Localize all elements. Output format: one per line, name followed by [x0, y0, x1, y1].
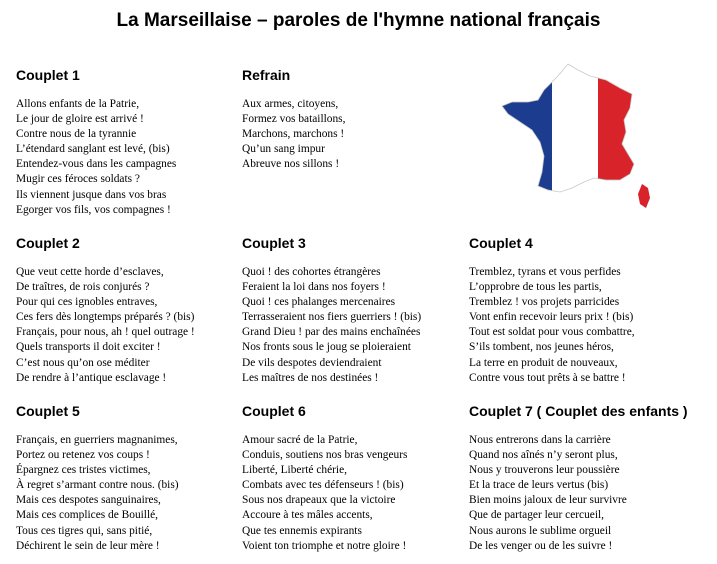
lyric-line: Mais ces complices de Bouillé, — [16, 509, 159, 522]
section-heading: Couplet 7 ( Couplet des enfants ) — [469, 403, 688, 419]
lyric-line: Et la trace de leurs vertus (bis) — [469, 479, 609, 492]
lyric-line: De vils despotes deviendraient — [242, 356, 382, 369]
france-map-tricolor-icon — [498, 62, 658, 212]
lyric-line: Le jour de gloire est arrivé ! — [16, 113, 144, 126]
lyric-line: Accoure à tes mâles accents, — [242, 509, 373, 522]
lyric-line: Contre nous de la tyrannie — [16, 128, 137, 141]
lyric-line: Bien moins jaloux de leur survivre — [469, 494, 627, 507]
lyric-line: De les venger ou de les suivre ! — [469, 539, 613, 552]
lyric-line: Formez vos bataillons, — [242, 113, 346, 126]
lyric-line: Quels transports il doit exciter ! — [16, 341, 161, 354]
lyric-line: L’étendard sanglant est levé, (bis) — [16, 143, 170, 156]
lyric-line: Épargnez ces tristes victimes, — [16, 464, 151, 477]
lyric-line: Nos fronts sous le joug se ploieraient — [242, 341, 411, 354]
lyric-line: Combats avec tes défenseurs ! (bis) — [242, 479, 404, 492]
section-heading: Couplet 3 — [242, 235, 306, 251]
lyric-line: Vont enfin recevoir leurs prix ! (bis) — [469, 311, 634, 324]
lyric-line: Nous entrerons dans la carrière — [469, 434, 611, 446]
section-couplet-2 — [16, 235, 195, 386]
lyric-line: De rendre à l’antique esclavage ! — [16, 371, 167, 384]
lyric-line: Pour qui ces ignobles entraves, — [16, 296, 158, 309]
section-couplet-7 — [469, 403, 688, 554]
lyric-line: Contre vous tout prêts à se battre ! — [469, 371, 626, 384]
lyric-line: Egorger vos fils, vos compagnes ! — [16, 203, 171, 216]
section-heading: Refrain — [242, 67, 291, 83]
lyric-line: Quoi ! ces phalanges mercenaires — [242, 296, 396, 309]
lyric-line: Amour sacré de la Patrie, — [242, 434, 358, 446]
section-heading: Couplet 6 — [242, 403, 306, 419]
lyric-line: Mais ces despotes sanguinaires, — [16, 494, 161, 507]
lyric-line: Abreuve nos sillons ! — [242, 158, 340, 171]
lyric-line: Liberté, Liberté chérie, — [242, 464, 347, 477]
lyric-line: Ces fers dès longtemps préparés ? (bis) — [16, 311, 195, 324]
lyric-line: Nous y trouverons leur poussière — [469, 464, 620, 477]
lyric-line: Feraient la loi dans nos foyers ! — [242, 281, 386, 294]
lyric-line: S’ils tombent, nos jeunes héros, — [469, 341, 614, 354]
flag-blue-stripe — [498, 62, 552, 212]
section-couplet-4 — [469, 235, 635, 386]
lyric-line: Qu’un sang impur — [242, 143, 325, 156]
lyric-line: Que veut cette horde d’esclaves, — [16, 266, 164, 278]
lyric-line: Voient ton triomphe et notre gloire ! — [242, 539, 407, 552]
lyric-line: Mugir ces féroces soldats ? — [16, 173, 140, 186]
lyric-line: De traîtres, de rois conjurés ? — [16, 281, 150, 294]
section-couplet-6 — [242, 403, 407, 554]
lyric-line: À regret s’armant contre nous. (bis) — [16, 479, 179, 492]
lyric-line: Quoi ! des cohortes étrangères — [242, 266, 381, 278]
section-heading: Couplet 1 — [16, 67, 80, 83]
lyric-line: Allons enfants de la Patrie, — [16, 98, 140, 110]
lyric-line: Nous aurons le sublime orgueil — [469, 524, 612, 537]
lyric-line: Conduis, soutiens nos bras vengeurs — [242, 449, 408, 462]
lyric-line: Portez ou retenez vos coups ! — [16, 449, 150, 462]
flag-red-stripe — [598, 62, 658, 212]
lyric-line: Marchons, marchons ! — [242, 128, 345, 141]
lyric-line: Grand Dieu ! par des mains enchaînées — [242, 326, 421, 339]
lyric-line: Tout est soldat pour vous combattre, — [469, 326, 635, 339]
page-title: La Marseillaise – paroles de l'hymne national français — [116, 10, 601, 31]
lyric-line: Déchirent le sein de leur mère ! — [16, 539, 160, 552]
lyric-line: Terrasseraient nos fiers guerriers ! (bis) — [242, 311, 422, 324]
lyric-line: Ils viennent jusque dans vos bras — [16, 188, 167, 201]
section-refrain — [242, 67, 345, 172]
section-heading: Couplet 5 — [16, 403, 80, 419]
lyric-line: Quand nos aînés n’y seront plus, — [469, 449, 618, 462]
lyric-line: Français, en guerriers magnanimes, — [16, 434, 178, 446]
lyric-line: Les maîtres de nos destinées ! — [242, 371, 379, 384]
lyric-line: C’est nous qu’on ose méditer — [16, 356, 150, 369]
lyric-line: Que tes ennemis expirants — [242, 524, 362, 537]
lyric-line: Entendez-vous dans les campagnes — [16, 158, 177, 171]
lyric-line: Tremblez ! vos projets parricides — [469, 296, 620, 309]
section-couplet-1 — [16, 67, 176, 218]
lyric-line: Que de partager leur cercueil, — [469, 509, 605, 522]
lyric-line: L’opprobre de tous les partis, — [469, 281, 602, 294]
lyric-line: Tous ces tigres qui, sans pitié, — [16, 524, 153, 537]
lyric-line: La terre en produit de nouveaux, — [469, 356, 618, 369]
section-heading: Couplet 2 — [16, 235, 80, 251]
section-couplet-5 — [16, 403, 179, 554]
lyric-line: Français, pour nous, ah ! quel outrage ! — [16, 326, 195, 339]
lyric-line: Aux armes, citoyens, — [242, 98, 339, 110]
flag-white-stripe — [552, 62, 598, 212]
lyric-line: Sous nos drapeaux que la victoire — [242, 494, 396, 507]
section-couplet-3 — [242, 235, 421, 386]
lyric-line: Tremblez, tyrans et vous perfides — [469, 266, 621, 278]
section-heading: Couplet 4 — [469, 235, 533, 251]
